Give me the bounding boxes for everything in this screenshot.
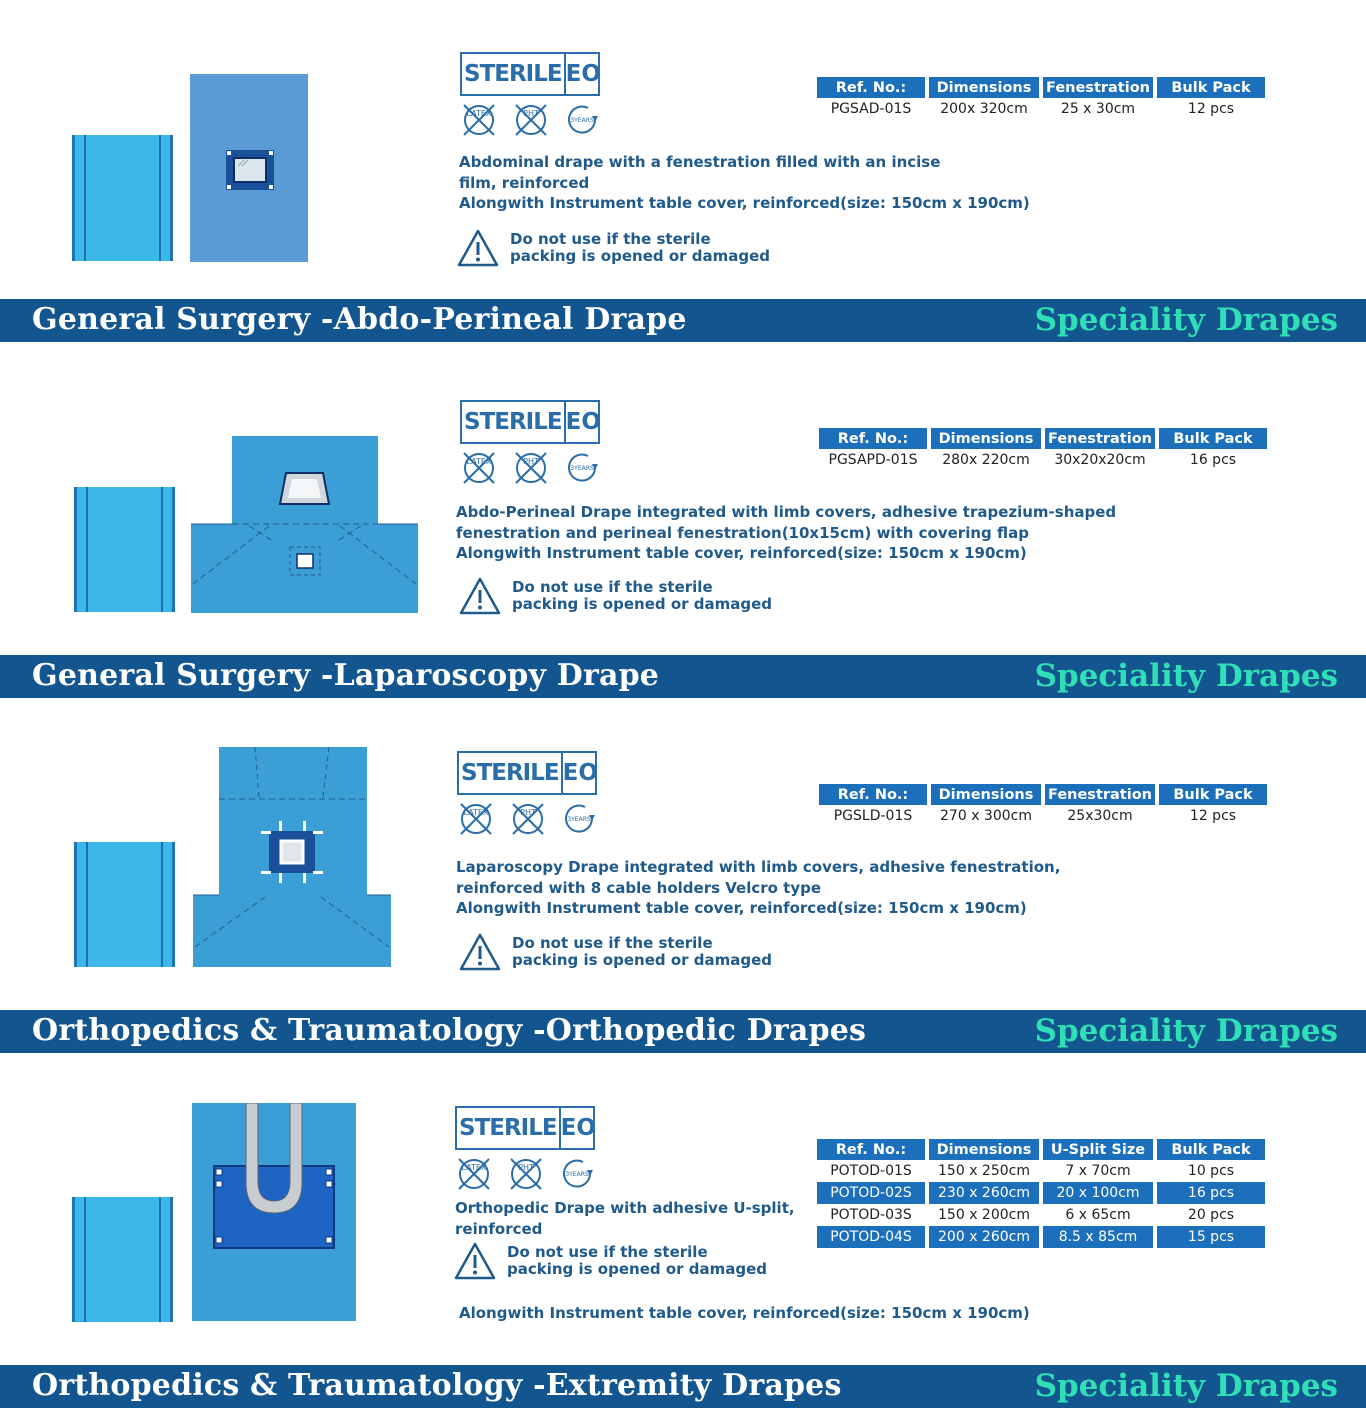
header-fenestration: Fenestration	[1045, 784, 1155, 805]
cell-dimensions: 270 x 300cm	[940, 808, 1032, 824]
cell-bulk-pack: 16 pcs	[1189, 452, 1237, 468]
warning-line: Do not use if the sterile	[512, 577, 713, 596]
cell-u-split-size: 20 x 100cm	[1043, 1182, 1153, 1204]
sterile-text: STERILE	[462, 402, 566, 442]
cell-ref-no: POTOD-04S	[817, 1226, 925, 1248]
description-line: Abdominal drape with a fenestration filled with an incise	[459, 153, 941, 171]
warning-line: packing is opened or damaged	[512, 951, 773, 969]
table-row	[819, 449, 1267, 471]
table-row	[817, 98, 1265, 120]
latex-free-icon	[460, 450, 498, 486]
banner-title: General Surgery -Laparoscopy Drape	[32, 658, 660, 693]
warning-icon	[458, 576, 502, 616]
description-line: reinforced	[455, 1219, 543, 1238]
header-dimensions: Dimensions	[929, 1139, 1039, 1160]
cell-dimensions: 280x 220cm	[942, 452, 1030, 468]
spec-table	[813, 77, 1269, 120]
svg-text:3YEARS: 3YEARS	[570, 117, 594, 124]
header-bulk-pack: Bulk Pack	[1159, 428, 1267, 449]
cell-ref-no: PGSLD-01S	[833, 808, 913, 824]
pht-free-icon	[507, 1156, 545, 1192]
description-line: film, reinforced	[459, 173, 590, 192]
svg-text:LATEX: LATEX	[466, 109, 492, 118]
sterile-eo-badge	[457, 751, 599, 837]
description-line: Alongwith Instrument table cover, reinforced(size: 150cm x 190cm)	[456, 544, 1027, 562]
cell-u-split-size: 6 x 65cm	[1065, 1207, 1131, 1223]
sterile-text: STERILE	[459, 753, 563, 793]
banner-tag: Speciality Drapes	[1034, 302, 1338, 338]
sterile-text: STERILE	[457, 1108, 561, 1148]
sterile-eo-badge	[455, 1106, 597, 1192]
svg-text:PHT: PHT	[523, 457, 539, 466]
cell-bulk-pack: 16 pcs	[1157, 1182, 1265, 1204]
svg-text:PHT: PHT	[518, 1163, 534, 1172]
warning-line: packing is opened or damaged	[507, 1260, 768, 1278]
description-line: Alongwith Instrument table cover, reinforced(size: 150cm x 190cm)	[456, 899, 1027, 917]
cell-dimensions: 200 x 260cm	[929, 1226, 1039, 1248]
sterile-eo-label	[460, 400, 600, 444]
svg-text:PHT: PHT	[523, 109, 539, 118]
cell-bulk-pack: 20 pcs	[1187, 1207, 1235, 1223]
product-description	[456, 857, 1060, 919]
cell-fenestration: 25 x 30cm	[1060, 101, 1136, 117]
header-ref-no: Ref. No.:	[819, 784, 927, 805]
svg-text:3YEARS: 3YEARS	[565, 1171, 589, 1178]
header-fenestration: Fenestration	[1043, 77, 1153, 98]
sterile-eo-label	[457, 751, 597, 795]
header-ref-no: Ref. No.:	[817, 77, 925, 98]
cell-bulk-pack: 10 pcs	[1187, 1163, 1235, 1179]
banner-title: Orthopedics & Traumatology -Orthopedic Drapes	[32, 1013, 867, 1048]
header-ref-no: Ref. No.:	[817, 1139, 925, 1160]
warning-line: Do not use if the sterile	[510, 229, 711, 248]
warning-line: Do not use if the sterile	[507, 1242, 708, 1261]
warning-icon	[456, 228, 500, 268]
header-dimensions: Dimensions	[929, 77, 1039, 98]
svg-text:LATEX: LATEX	[466, 457, 492, 466]
orthopedic-drape-illustration	[192, 1103, 356, 1325]
eo-text: EO	[565, 61, 601, 87]
warning-line: Do not use if the sterile	[512, 933, 713, 952]
sterile-warning	[458, 932, 772, 972]
banner-title: Orthopedics & Traumatology -Extremity Drapes	[32, 1368, 842, 1403]
cell-u-split-size: 7 x 70cm	[1065, 1163, 1131, 1179]
sterile-eo-label	[460, 52, 600, 96]
cell-fenestration: 25x30cm	[1067, 808, 1133, 824]
sterile-eo-badge	[460, 400, 602, 486]
banner-tag: Speciality Drapes	[1034, 1013, 1338, 1049]
banner-title: General Surgery -Abdo-Perineal Drape	[32, 302, 687, 337]
svg-text:PHT: PHT	[520, 808, 536, 817]
sterile-eo-badge	[460, 52, 602, 138]
table-row	[817, 1204, 1265, 1226]
description-line: Orthopedic Drape with adhesive U-split,	[455, 1199, 795, 1217]
description-line: Alongwith Instrument table cover, reinforced(size: 150cm x 190cm)	[459, 1304, 1030, 1322]
warning-line: packing is opened or damaged	[510, 247, 771, 265]
warning-icon	[453, 1241, 497, 1281]
warning-line: packing is opened or damaged	[512, 595, 773, 613]
svg-text:LATEX: LATEX	[461, 1163, 487, 1172]
svg-text:3YEARS: 3YEARS	[567, 816, 591, 823]
cell-ref-no: POTOD-02S	[817, 1182, 925, 1204]
cell-fenestration: 30x20x20cm	[1054, 452, 1146, 468]
cell-dimensions: 150 x 200cm	[938, 1207, 1030, 1223]
table-row	[817, 1182, 1265, 1204]
eo-text: EO	[562, 760, 598, 786]
spec-table	[813, 1139, 1269, 1248]
cell-bulk-pack: 12 pcs	[1189, 808, 1237, 824]
eo-text: EO	[565, 409, 601, 435]
laparoscopy-drape-illustration	[193, 747, 391, 971]
cell-ref-no: PGSAPD-01S	[828, 452, 918, 468]
description-line: Abdo-Perineal Drape integrated with limb covers, adhesive trapezium-shaped	[456, 503, 1117, 521]
svg-text:3YEARS: 3YEARS	[570, 465, 594, 472]
cell-dimensions: 230 x 260cm	[929, 1182, 1039, 1204]
table-row	[819, 805, 1267, 827]
shelf-life-icon	[559, 1156, 597, 1192]
warning-icon	[458, 932, 502, 972]
header-bulk-pack: Bulk Pack	[1159, 784, 1267, 805]
shelf-life-icon	[561, 801, 599, 837]
product-description	[459, 152, 1030, 214]
description-line: fenestration and perineal fenestration(10x15cm) with covering flap	[456, 523, 1029, 542]
pht-free-icon	[512, 450, 550, 486]
cell-ref-no: POTOD-01S	[830, 1163, 912, 1179]
product-description	[456, 502, 1116, 564]
section-banner	[0, 299, 1366, 342]
latex-free-icon	[460, 102, 498, 138]
description-line: Laparoscopy Drape integrated with limb covers, adhesive fenestration,	[456, 858, 1061, 876]
header-u-split-size: U-Split Size	[1043, 1139, 1153, 1160]
cell-bulk-pack: 12 pcs	[1187, 101, 1235, 117]
latex-free-icon	[455, 1156, 493, 1192]
table-row	[817, 1226, 1265, 1248]
section-banner	[0, 1365, 1366, 1408]
header-dimensions: Dimensions	[931, 428, 1041, 449]
sterile-warning	[453, 1241, 767, 1281]
header-dimensions: Dimensions	[931, 784, 1041, 805]
cell-dimensions: 150 x 250cm	[938, 1163, 1030, 1179]
sterile-warning	[456, 228, 770, 268]
latex-free-icon	[457, 801, 495, 837]
header-bulk-pack: Bulk Pack	[1157, 77, 1265, 98]
spec-table	[815, 784, 1271, 827]
cell-bulk-pack: 15 pcs	[1157, 1226, 1265, 1248]
sterile-warning	[458, 576, 772, 616]
section-banner	[0, 655, 1366, 698]
table-row	[817, 1160, 1265, 1182]
sterile-eo-label	[455, 1106, 595, 1150]
header-ref-no: Ref. No.:	[819, 428, 927, 449]
header-bulk-pack: Bulk Pack	[1157, 1139, 1265, 1160]
spec-table	[815, 428, 1271, 471]
pht-free-icon	[512, 102, 550, 138]
shelf-life-icon	[564, 102, 602, 138]
header-fenestration: Fenestration	[1045, 428, 1155, 449]
cell-ref-no: PGSAD-01S	[830, 101, 912, 117]
pht-free-icon	[509, 801, 547, 837]
eo-text: EO	[560, 1115, 596, 1141]
cell-dimensions: 200x 320cm	[940, 101, 1028, 117]
description-line: Alongwith Instrument table cover, reinforced(size: 150cm x 190cm)	[459, 194, 1030, 212]
abdo-perineal-drape-illustration	[191, 436, 418, 617]
product-description	[455, 1198, 795, 1239]
table-cover-note	[459, 1303, 1030, 1324]
section-banner	[0, 1010, 1366, 1053]
sterile-text: STERILE	[462, 54, 566, 94]
banner-tag: Speciality Drapes	[1034, 1368, 1338, 1404]
cell-u-split-size: 8.5 x 85cm	[1043, 1226, 1153, 1248]
shelf-life-icon	[564, 450, 602, 486]
banner-tag: Speciality Drapes	[1034, 658, 1338, 694]
svg-text:LATEX: LATEX	[463, 808, 489, 817]
abdominal-drape-illustration	[190, 74, 308, 266]
cell-ref-no: POTOD-03S	[830, 1207, 912, 1223]
description-line: reinforced with 8 cable holders Velcro type	[456, 878, 822, 897]
